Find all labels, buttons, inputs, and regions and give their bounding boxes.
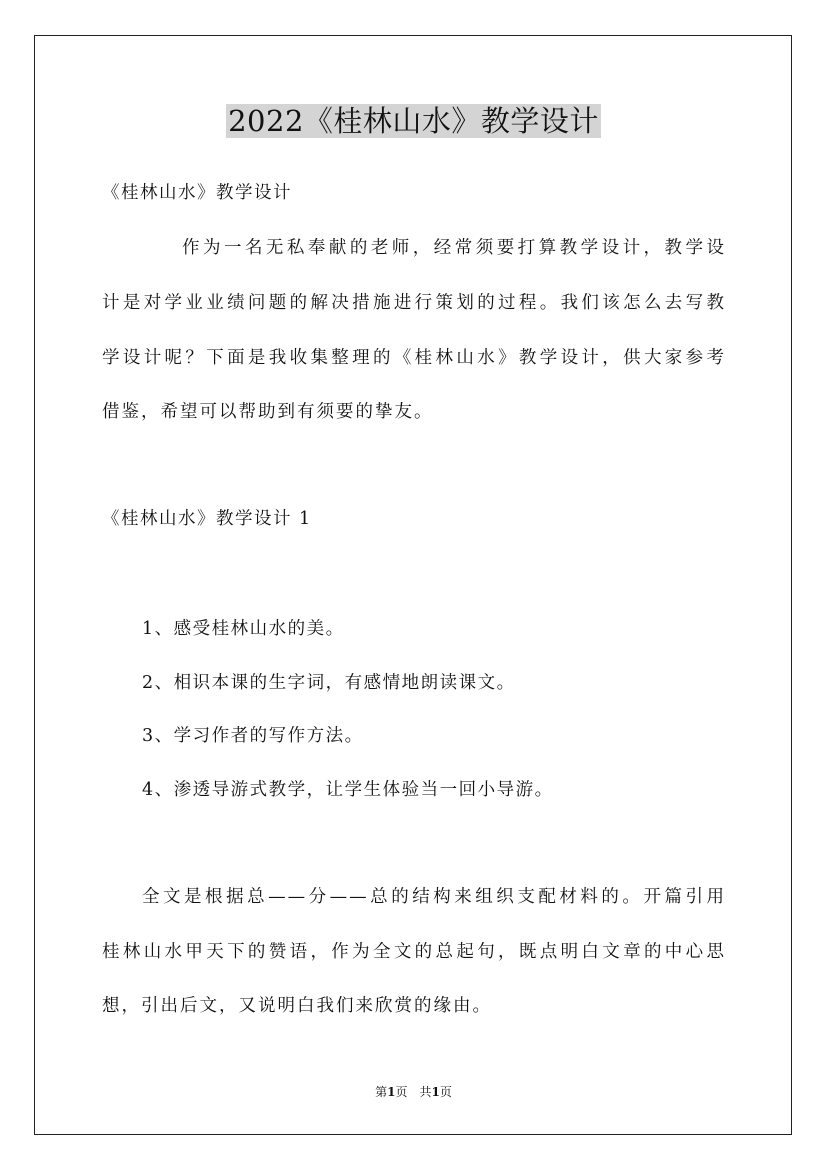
footer-total-pages: 1 (431, 1085, 440, 1099)
page-title: 2022《桂林山水》教学设计 (228, 104, 599, 138)
page-footer (0, 1083, 827, 1100)
page-title-row (0, 100, 827, 142)
footer-mid: 页 共 (395, 1085, 432, 1099)
intro-line-4: 借鉴，希望可以帮助到有须要的挚友。 (102, 402, 434, 422)
goal-item-2: 2、相识本课的生字词，有感情地朗读课文。 (142, 673, 516, 693)
goal-item-1: 1、感受桂林山水的美。 (142, 619, 345, 639)
intro-line-2: 计是对学业业绩问题的解决措施进行策划的过程。我们该怎么去写教 (102, 293, 726, 313)
analysis-line-1: 全文是根据总——分——总的结构来组织支配材料的。开篇引用 (142, 887, 726, 907)
footer-page-number: 1 (387, 1085, 396, 1099)
footer-suffix: 页 (439, 1085, 452, 1099)
intro-line-1: 作为一名无私奉献的老师，经常须要打算教学设计，教学设 (182, 238, 726, 258)
goal-item-3: 3、学习作者的写作方法。 (142, 726, 364, 746)
section-heading: 《桂林山水》教学设计 1 (102, 509, 312, 529)
analysis-line-2: 桂林山水甲天下的赞语，作为全文的总起句，既点明白文章的中心思 (102, 942, 726, 962)
analysis-line-3: 想，引出后文，又说明白我们来欣赏的缘由。 (102, 996, 492, 1016)
goal-item-4: 4、渗透导游式教学，让学生体验当一回小导游。 (142, 780, 554, 800)
subtitle: 《桂林山水》教学设计 (102, 183, 292, 203)
footer-prefix: 第 (375, 1085, 388, 1099)
intro-line-3: 学设计呢？下面是我收集整理的《桂林山水》教学设计，供大家参考 (102, 348, 726, 368)
